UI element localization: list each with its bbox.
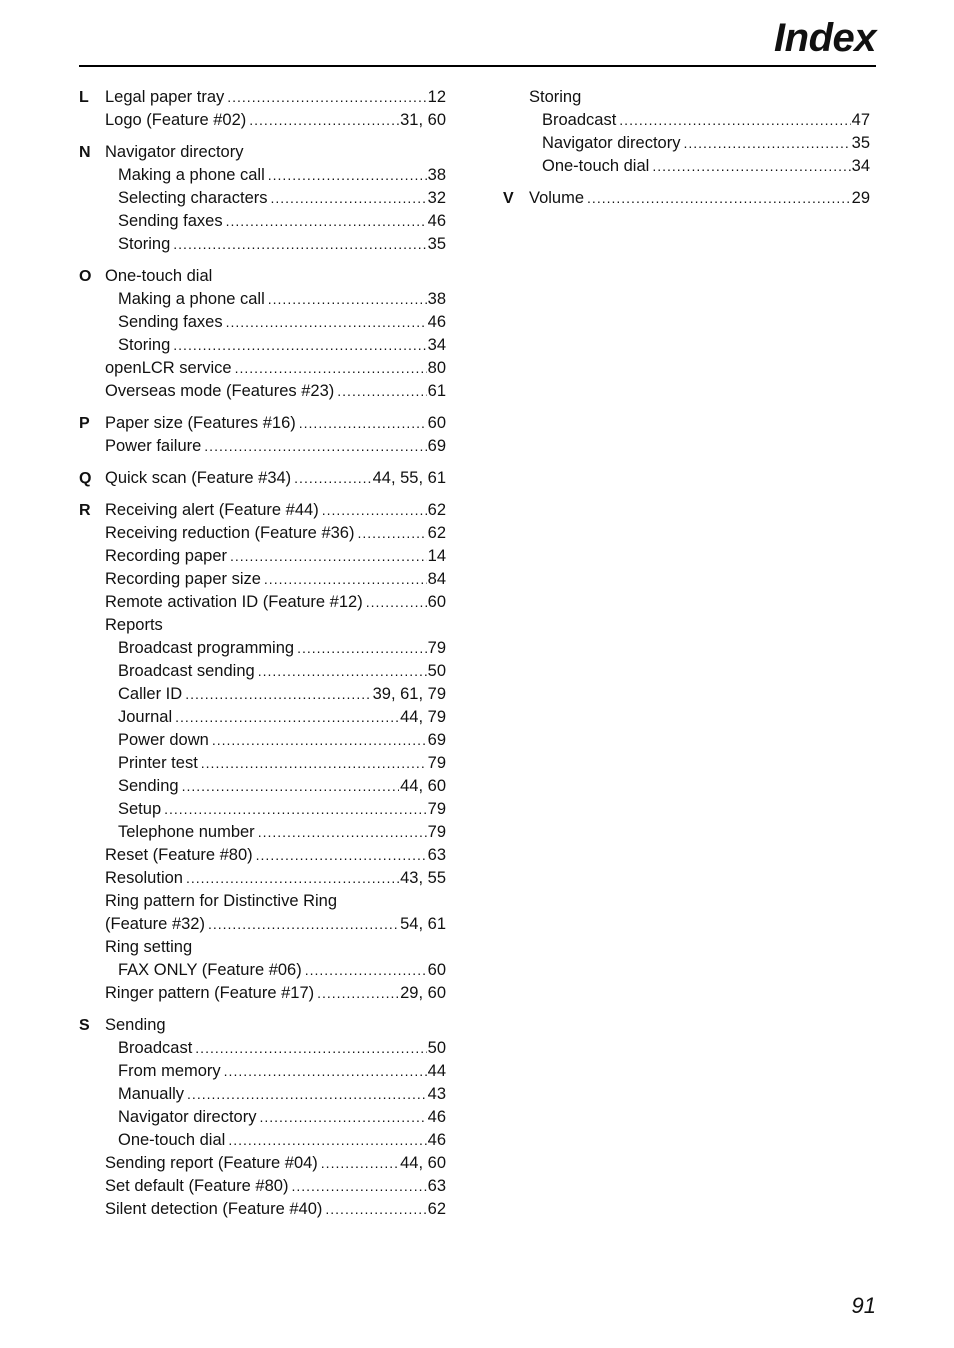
- dot-leader: [258, 660, 427, 683]
- entry-label: Set default (Feature #80): [105, 1177, 289, 1195]
- entry-label: Resolution: [105, 869, 183, 887]
- dot-leader: [230, 545, 427, 568]
- entry-page-ref: 47: [851, 111, 870, 129]
- entry-label: Selecting characters: [118, 189, 268, 207]
- index-entry: [105, 412, 446, 435]
- index-entry: [105, 844, 446, 867]
- entry-page-ref: 44, 60: [400, 1154, 446, 1172]
- entry-page-ref: 12: [427, 88, 446, 106]
- dot-leader: [201, 752, 427, 775]
- entry-label: Sending: [118, 777, 179, 795]
- dot-leader: [299, 412, 427, 435]
- entry-page-ref: 60: [427, 593, 446, 611]
- entry-label: One-touch dial: [118, 1131, 226, 1149]
- index-entries: [79, 1014, 446, 1221]
- index-subentry: [105, 637, 446, 660]
- entry-page-ref: 84: [427, 570, 446, 588]
- entry-page-ref: 46: [427, 313, 446, 331]
- index-entry: [105, 936, 446, 959]
- entry-label: Silent detection (Feature #40): [105, 1200, 323, 1218]
- entry-label: Storing: [118, 336, 171, 354]
- index-group: [79, 467, 446, 490]
- index-subentry: [105, 729, 446, 752]
- index-group: [503, 187, 870, 210]
- page-title: Index: [774, 16, 876, 60]
- dot-leader: [235, 357, 427, 380]
- entry-page-ref: 35: [851, 134, 870, 152]
- index-subentry: [105, 334, 446, 357]
- entry-page-ref: 62: [427, 1200, 446, 1218]
- dot-leader: [268, 288, 427, 311]
- entry-label: Volume: [529, 189, 585, 207]
- entry-page-ref: 29: [851, 189, 870, 207]
- entry-label: Broadcast: [542, 111, 617, 129]
- index-entry: [529, 86, 870, 109]
- index-letter: L: [79, 89, 89, 106]
- index-entry: [105, 1152, 446, 1175]
- entry-label: Making a phone call: [118, 290, 265, 308]
- entry-label: Overseas mode (Features #23): [105, 382, 335, 400]
- entry-label: One-touch dial: [105, 267, 213, 285]
- entry-label: Power failure: [105, 437, 202, 455]
- dot-leader: [337, 380, 426, 403]
- dot-leader: [619, 109, 850, 132]
- index-entries: [503, 187, 870, 210]
- entry-label: Receiving alert (Feature #44): [105, 501, 319, 519]
- entry-page-ref: 69: [427, 437, 446, 455]
- index-subentry: [529, 132, 870, 155]
- page-number: 91: [851, 1293, 876, 1318]
- entry-page-ref: 60: [427, 961, 446, 979]
- entry-page-ref: 46: [427, 1108, 446, 1126]
- index-group: [503, 86, 870, 178]
- dot-leader: [268, 164, 427, 187]
- entry-page-ref: 43, 55: [400, 869, 446, 887]
- dot-leader: [652, 155, 850, 178]
- entry-label: Legal paper tray: [105, 88, 225, 106]
- dot-leader: [175, 706, 399, 729]
- entry-label: FAX ONLY (Feature #06): [118, 961, 302, 979]
- entry-page-ref: 44, 55, 61: [372, 469, 446, 487]
- entry-page-ref: 34: [427, 336, 446, 354]
- dot-leader: [173, 334, 426, 357]
- entry-label: Recording paper size: [105, 570, 261, 588]
- index-entry: [105, 545, 446, 568]
- entry-label: Ringer pattern (Feature #17): [105, 984, 315, 1002]
- dot-leader: [226, 210, 427, 233]
- entry-label: Reports: [105, 616, 163, 634]
- index-entries: [79, 467, 446, 490]
- entry-page-ref: 63: [427, 1177, 446, 1195]
- entry-page-ref: 35: [427, 235, 446, 253]
- index-group: [79, 86, 446, 132]
- index-column-left: [79, 86, 446, 1230]
- entry-page-ref: 60: [427, 414, 446, 432]
- entry-label: Storing: [118, 235, 171, 253]
- dot-leader: [325, 1198, 426, 1221]
- entry-page-ref: 63: [427, 846, 446, 864]
- entry-label: (Feature #32): [105, 915, 205, 933]
- dot-leader: [357, 522, 426, 545]
- entry-label: Manually: [118, 1085, 185, 1103]
- dot-leader: [195, 1037, 426, 1060]
- index-entry: [105, 380, 446, 403]
- index-letter: Q: [79, 470, 92, 487]
- dot-leader: [212, 729, 427, 752]
- entry-page-ref: 61: [427, 382, 446, 400]
- dot-leader: [249, 109, 399, 132]
- dot-leader: [187, 1083, 427, 1106]
- dot-leader: [164, 798, 427, 821]
- index-entry: [105, 1014, 446, 1037]
- index-group: [79, 499, 446, 1005]
- entry-label: Sending report (Feature #04): [105, 1154, 318, 1172]
- entry-label: Broadcast sending: [118, 662, 255, 680]
- entry-label: One-touch dial: [542, 157, 650, 175]
- entry-label: Telephone number: [118, 823, 255, 841]
- index-subentry: [105, 187, 446, 210]
- entry-label: Broadcast: [118, 1039, 193, 1057]
- dot-leader: [366, 591, 427, 614]
- index-entry: [105, 890, 446, 913]
- index-subentry: [105, 821, 446, 844]
- index-entries: [503, 86, 870, 178]
- index-entry: [105, 265, 446, 288]
- entry-page-ref: 62: [427, 501, 446, 519]
- entry-label: Sending: [105, 1016, 166, 1034]
- index-entry: [105, 591, 446, 614]
- index-subentry: [105, 1060, 446, 1083]
- index-entry: [105, 499, 446, 522]
- index-entry: [105, 141, 446, 164]
- dot-leader: [291, 1175, 426, 1198]
- index-subentry: [105, 1083, 446, 1106]
- dot-leader: [317, 982, 399, 1005]
- index-entry: [105, 1198, 446, 1221]
- entry-page-ref: 44: [427, 1062, 446, 1080]
- entry-page-ref: 69: [427, 731, 446, 749]
- dot-leader: [271, 187, 427, 210]
- dot-leader: [587, 187, 851, 210]
- index-subentry: [105, 1129, 446, 1152]
- index-subentry: [529, 109, 870, 132]
- dot-leader: [322, 499, 427, 522]
- entry-label: Ring setting: [105, 938, 193, 956]
- index-subentry: [105, 164, 446, 187]
- index-entry: [105, 522, 446, 545]
- index-subentry: [105, 1106, 446, 1129]
- title-rule: [79, 65, 876, 67]
- index-subentry: [105, 660, 446, 683]
- dot-leader: [208, 913, 399, 936]
- dot-leader: [683, 132, 850, 155]
- dot-leader: [226, 311, 427, 334]
- index-group: [79, 141, 446, 256]
- index-entries: [79, 499, 446, 1005]
- entry-page-ref: 39, 61, 79: [372, 685, 446, 703]
- entry-label: Making a phone call: [118, 166, 265, 184]
- entry-label: Navigator directory: [542, 134, 681, 152]
- index-entries: [79, 412, 446, 458]
- index-entry: [105, 467, 446, 490]
- index-subentry: [105, 683, 446, 706]
- entry-page-ref: 62: [427, 524, 446, 542]
- index-entry: [105, 913, 446, 936]
- dot-leader: [305, 959, 427, 982]
- entry-label: Caller ID: [118, 685, 183, 703]
- entry-page-ref: 46: [427, 212, 446, 230]
- entry-page-ref: 79: [427, 800, 446, 818]
- index-subentry: [105, 1037, 446, 1060]
- index-entry: [105, 86, 446, 109]
- entry-label: From memory: [118, 1062, 221, 1080]
- entry-page-ref: 32: [427, 189, 446, 207]
- dot-leader: [224, 1060, 427, 1083]
- entry-label: Receiving reduction (Feature #36): [105, 524, 355, 542]
- entry-label: Reset (Feature #80): [105, 846, 253, 864]
- entry-page-ref: 34: [851, 157, 870, 175]
- dot-leader: [256, 844, 427, 867]
- dot-leader: [204, 435, 426, 458]
- index-entry: [105, 867, 446, 890]
- index-entries: [79, 141, 446, 256]
- entry-label: Broadcast programming: [118, 639, 295, 657]
- index-subentry: [105, 233, 446, 256]
- index-subentry: [105, 798, 446, 821]
- index-subentry: [105, 311, 446, 334]
- entry-label: Printer test: [118, 754, 198, 772]
- entry-label: openLCR service: [105, 359, 232, 377]
- dot-leader: [297, 637, 427, 660]
- entry-label: Paper size (Features #16): [105, 414, 296, 432]
- entry-page-ref: 31, 60: [400, 111, 446, 129]
- entry-label: Sending faxes: [118, 313, 223, 331]
- index-letter: N: [79, 144, 91, 161]
- entry-label: Ring pattern for Distinctive Ring: [105, 892, 338, 910]
- dot-leader: [264, 568, 427, 591]
- index-group: [79, 265, 446, 403]
- entry-label: Logo (Feature #02): [105, 111, 247, 129]
- dot-leader: [185, 683, 371, 706]
- index-group: [79, 1014, 446, 1221]
- index-subentry: [105, 706, 446, 729]
- entry-page-ref: 54, 61: [400, 915, 446, 933]
- entry-page-ref: 50: [427, 662, 446, 680]
- entry-label: Quick scan (Feature #34): [105, 469, 292, 487]
- index-entry: [105, 982, 446, 1005]
- entry-page-ref: 79: [427, 754, 446, 772]
- index-entry: [105, 568, 446, 591]
- index-entry: [105, 1175, 446, 1198]
- dot-leader: [182, 775, 400, 798]
- index-entries: [79, 86, 446, 132]
- index-letter: S: [79, 1017, 90, 1034]
- dot-leader: [228, 1129, 426, 1152]
- index-subentry: [105, 752, 446, 775]
- dot-leader: [294, 467, 371, 490]
- index-letter: P: [79, 415, 90, 432]
- dot-leader: [259, 1106, 426, 1129]
- index-subentry: [529, 155, 870, 178]
- dot-leader: [321, 1152, 399, 1175]
- index-entry: [105, 435, 446, 458]
- dot-leader: [173, 233, 426, 256]
- entry-page-ref: 29, 60: [400, 984, 446, 1002]
- entry-page-ref: 14: [427, 547, 446, 565]
- index-letter: V: [503, 190, 514, 207]
- index-subentry: [105, 288, 446, 311]
- entry-page-ref: 46: [427, 1131, 446, 1149]
- dot-leader: [227, 86, 426, 109]
- entry-label: Navigator directory: [118, 1108, 257, 1126]
- entry-page-ref: 38: [427, 290, 446, 308]
- entry-page-ref: 38: [427, 166, 446, 184]
- entry-page-ref: 79: [427, 823, 446, 841]
- index-letter: O: [79, 268, 92, 285]
- dot-leader: [186, 867, 399, 890]
- index-column-right: [503, 86, 870, 219]
- entry-label: Setup: [118, 800, 162, 818]
- index-entry: [105, 109, 446, 132]
- index-entries: [79, 265, 446, 403]
- entry-page-ref: 43: [427, 1085, 446, 1103]
- entry-label: Sending faxes: [118, 212, 223, 230]
- entry-label: Remote activation ID (Feature #12): [105, 593, 363, 611]
- entry-label: Journal: [118, 708, 173, 726]
- index-entry: [105, 614, 446, 637]
- entry-label: Recording paper: [105, 547, 227, 565]
- index-subentry: [105, 775, 446, 798]
- dot-leader: [258, 821, 427, 844]
- index-subentry: [105, 210, 446, 233]
- index-entry: [529, 187, 870, 210]
- entry-page-ref: 44, 60: [400, 777, 446, 795]
- entry-page-ref: 79: [427, 639, 446, 657]
- entry-page-ref: 50: [427, 1039, 446, 1057]
- index-subentry: [105, 959, 446, 982]
- index-letter: R: [79, 502, 91, 519]
- index-group: [79, 412, 446, 458]
- entry-page-ref: 44, 79: [400, 708, 446, 726]
- entry-label: Storing: [529, 88, 582, 106]
- index-entry: [105, 357, 446, 380]
- entry-label: Power down: [118, 731, 209, 749]
- entry-label: Navigator directory: [105, 143, 244, 161]
- entry-page-ref: 80: [427, 359, 446, 377]
